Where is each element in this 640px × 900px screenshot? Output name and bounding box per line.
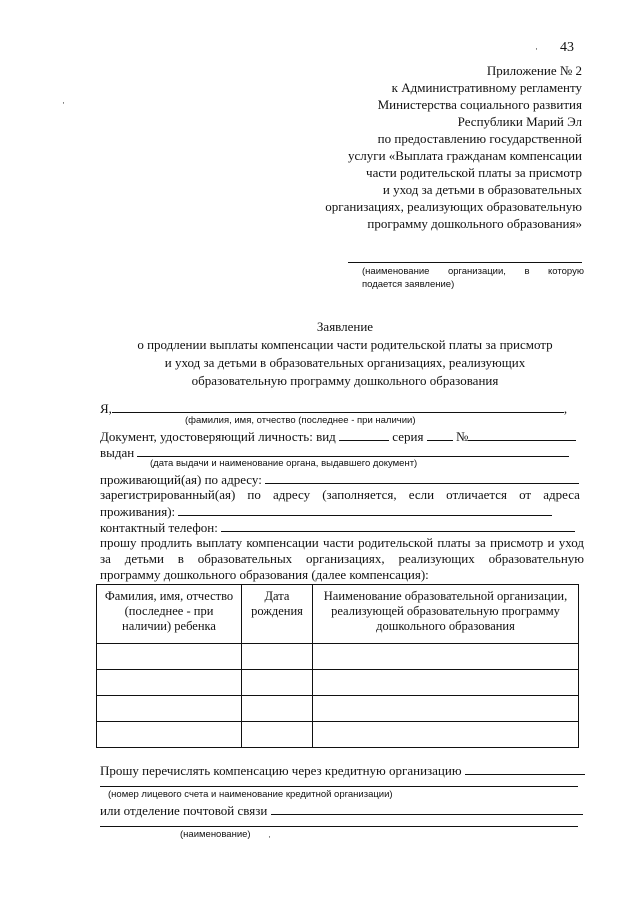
number-label: № [455, 429, 469, 444]
post-office-name-field[interactable] [100, 826, 578, 827]
credit-label: Прошу перечислять компенсацию через кредитную организацию [100, 763, 462, 778]
table-cell[interactable] [242, 644, 313, 670]
caption-line: подается заявление) [362, 279, 455, 290]
appendix-line: услуги «Выплата гражданам компенсации [348, 148, 582, 163]
doc-number-field[interactable] [468, 428, 576, 441]
reg-word: зарегистрированный(ая) [100, 487, 236, 502]
post-label: или отделение почтовой связи [100, 803, 268, 818]
ya-comma: , [563, 401, 568, 416]
col-birth-date: Дата рождения [242, 585, 313, 644]
appendix-header [282, 62, 582, 232]
issued-label: выдан [100, 445, 135, 460]
post-office-field[interactable] [271, 802, 583, 815]
credit-caption: (номер лицевого счета и наименование кредитной организации) [108, 789, 393, 800]
org-name-caption [362, 265, 584, 291]
post-caption: (наименование) [180, 829, 251, 840]
request-paragraph: прошу продлить выплату компенсации части родительской платы за присмотр и уход за детьми в образовательных организациях, реализующих образовательную программу дошкольного образования (далее компенсация): [100, 535, 584, 582]
table-header-row [97, 585, 579, 644]
reg-word: от [519, 487, 532, 502]
page-number: 43 [560, 40, 574, 55]
appendix-line: программу дошкольного образования» [367, 216, 582, 231]
reg-word: если [408, 487, 435, 502]
registration-address-row [100, 503, 552, 520]
residing-label: проживающий(ая) по адресу: [100, 472, 262, 487]
appendix-line: по предоставлению государственной [377, 131, 582, 146]
table-row [97, 696, 579, 722]
org-name-field[interactable] [348, 262, 582, 263]
reg-word: (заполняется, [322, 487, 397, 502]
reg-word: адреса [543, 487, 580, 502]
applicant-name-field[interactable] [112, 400, 564, 413]
title-line: о продлении выплаты компенсации части родительской платы за присмотр [137, 337, 553, 352]
table-cell[interactable] [242, 696, 313, 722]
title-heading: Заявление [316, 319, 374, 334]
table-cell[interactable] [97, 670, 242, 696]
reg-word: адресу [273, 487, 311, 502]
reg-word: отличается [446, 487, 507, 502]
caption-word: в [524, 266, 530, 277]
reg-word: по [247, 487, 261, 502]
table-cell[interactable] [313, 722, 579, 748]
residence-label: проживания): [100, 504, 176, 519]
credit-org-field[interactable] [465, 762, 585, 775]
scan-mark: · [62, 98, 65, 108]
table-cell[interactable] [97, 696, 242, 722]
phone-row [100, 519, 575, 536]
post-office-row [100, 802, 583, 819]
appendix-line: части родительской платы за присмотр [366, 165, 582, 180]
credit-account-field[interactable] [100, 786, 578, 787]
appendix-line: и уход за детьми в образовательных [382, 182, 582, 197]
scan-mark: · [268, 832, 271, 842]
id-document-row [100, 428, 576, 445]
title-line: и уход за детьми в образовательных организациях, реализующих [164, 355, 526, 370]
doc-label: Документ, удостоверяющий личность: вид [100, 429, 336, 444]
appendix-line: Республики Марий Эл [457, 114, 582, 129]
issued-caption: (дата выдачи и наименование органа, выдавшего документ) [150, 458, 418, 469]
issued-field[interactable] [137, 444, 569, 457]
appendix-line: организациях, реализующих образовательную [325, 199, 582, 214]
fio-caption: (фамилия, имя, отчество (последнее - при наличии) [185, 415, 416, 426]
doc-type-field[interactable] [339, 428, 389, 441]
phone-field[interactable] [221, 519, 575, 532]
registered-row [100, 487, 580, 503]
table-cell[interactable] [313, 696, 579, 722]
appendix-line: к Административному регламенту [391, 80, 582, 95]
caption-word: которую [548, 266, 584, 277]
caption-word: (наименование [362, 266, 430, 277]
table-cell[interactable] [97, 722, 242, 748]
table-cell[interactable] [313, 644, 579, 670]
table-cell[interactable] [97, 644, 242, 670]
phone-label: контактный телефон: [100, 520, 218, 535]
col-child-name: Фамилия, имя, отчество (последнее - при наличии) ребенка [97, 585, 242, 644]
title-line: образовательную программу дошкольного образования [191, 373, 499, 388]
ya-label: Я, [100, 401, 112, 416]
scan-mark: · [535, 44, 538, 54]
appendix-line: Министерства социального развития [377, 97, 582, 112]
table-row [97, 644, 579, 670]
residence-address-field[interactable] [265, 471, 579, 484]
table-row [97, 722, 579, 748]
document-title [100, 318, 590, 390]
credit-org-row [100, 762, 585, 779]
residence-address-row [100, 471, 579, 488]
table-cell[interactable] [242, 722, 313, 748]
registration-address-field[interactable] [178, 503, 552, 516]
series-label: серия [392, 429, 424, 444]
col-org-name: Наименование образовательной организации, реализующей образовательную программу дошкольного образования [313, 585, 579, 644]
table-cell[interactable] [242, 670, 313, 696]
children-table [96, 584, 579, 748]
table-row [97, 670, 579, 696]
doc-series-field[interactable] [427, 428, 453, 441]
appendix-line: Приложение № 2 [486, 63, 582, 78]
caption-word: организации, [447, 266, 506, 277]
table-cell[interactable] [313, 670, 579, 696]
